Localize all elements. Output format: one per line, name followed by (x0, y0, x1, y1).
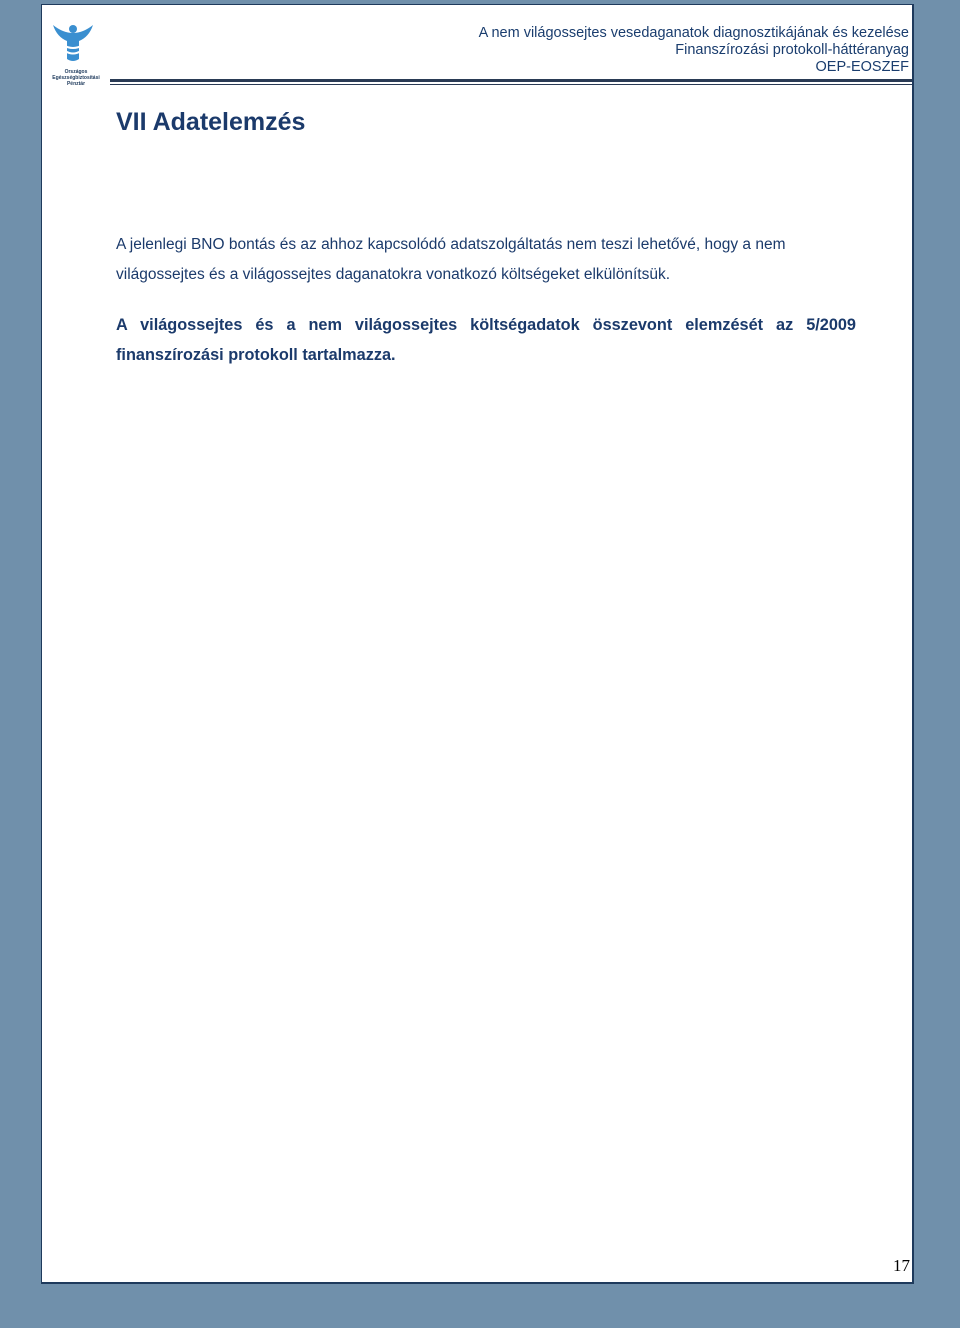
body-paragraph-2: A világossejtes és a nem világossejtes költségadatok összevont elemzését az 5/2009 finanszírozási protokoll tartalmazza. (116, 316, 856, 364)
header-divider (110, 79, 912, 82)
document-page (41, 4, 914, 1284)
chapter-title: VII Adatelemzés (116, 108, 306, 136)
header-line-2: Finanszírozási protokoll-háttéranyag (675, 42, 909, 58)
ogyi-logo-icon (45, 19, 101, 65)
header-line-3: OEP-EOSZEF (815, 59, 909, 75)
header-divider-thin (110, 84, 912, 85)
body-paragraph-1: A jelenlegi BNO bontás és az ahhoz kapcsolódó adatszolgáltatás nem teszi lehetővé, hogy a nem világossejtes és a világossejtes daganatokra vonatkozó költségeket elkülönítsük. (116, 236, 786, 283)
logo-text: Országos Egészségbiztosítási Pénztár (52, 69, 100, 87)
page-number: 17 (893, 1256, 910, 1275)
logo (45, 19, 101, 87)
header-line-1: A nem világossejtes vesedaganatok diagnosztikájának és kezelése (478, 25, 909, 41)
running-header (479, 25, 909, 76)
